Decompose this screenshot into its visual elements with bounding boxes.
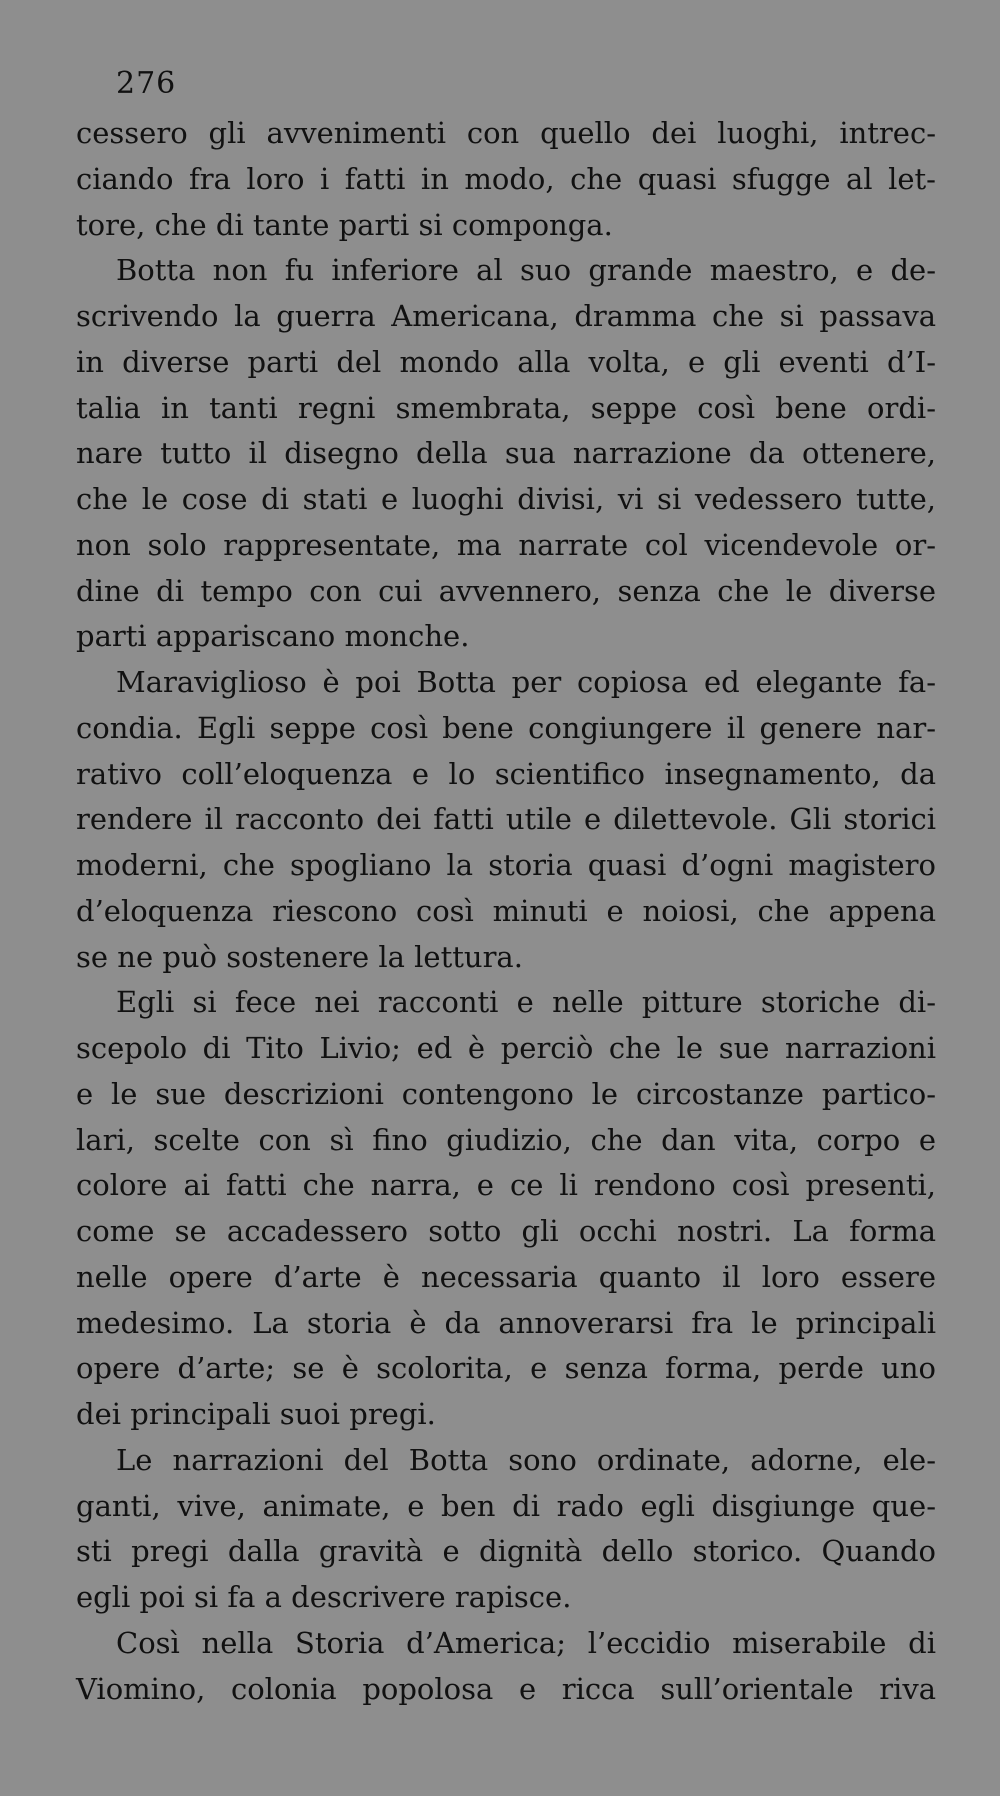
text-line: e le sue descrizioni contengono le circostanze partico- [76,1076,936,1111]
paragraph-start-line: Maraviglioso è poi Botta per copiosa ed elegante fa- [116,665,936,699]
paragraph-start-line: Botta non fu inferiore al suo grande maestro, e de- [116,253,936,288]
text-line: ganti, vive, animate, e ben di rado egli disgiunge que- [76,1488,936,1523]
text-line: talia in tanti regni smembrata, seppe così bene ordi- [76,390,936,425]
text-line: dei principali suoi pregi. [76,1397,436,1431]
text-line: parti appariscano monche. [76,619,470,654]
text-line: come se accadessero sotto gli occhi nostri. La forma [76,1214,936,1248]
text-line: condia. Egli seppe così bene congiungere il genere nar- [76,710,936,745]
text-line: tore, che di tante parti si componga. [76,207,613,242]
text-line: moderni, che spogliano la storia quasi d’ogni magistero [76,848,936,882]
text-line: Viomino, colonia popolosa e ricca sull’orientale riva [76,1671,936,1706]
text-line: egli poi si fa a descrivere rapisce. [76,1580,572,1614]
text-line: sti pregi dalla gravità e dignità dello storico. Quando [76,1534,936,1569]
text-line: scepolo di Tito Livio; ed è perciò che le sue narrazioni [76,1031,936,1065]
text-line: opere d’arte; se è scolorita, e senza forma, perde uno [76,1351,936,1386]
page-number: 276 [116,66,177,101]
text-line: rativo coll’eloquenza e lo scientifico insegnamento, da [76,756,936,791]
text-line: non solo rappresentate, ma narrate col vicendevole or- [76,527,936,562]
text-line: nelle opere d’arte è necessaria quanto il loro essere [76,1259,936,1294]
paragraph-start-line: Così nella Storia d’America; l’eccidio miserabile di [116,1625,936,1660]
paragraph-start-line: Le narrazioni del Botta sono ordinate, adorne, ele- [116,1442,936,1477]
text-line: lari, scelte con sì fino giudizio, che dan vita, corpo e [76,1122,936,1157]
text-line: che le cose di stati e luoghi divisi, vi si vedessero tutte, [76,482,936,516]
paragraph-start-line: Egli si fece nei racconti e nelle pitture storiche di- [116,985,936,1020]
text-line: colore ai fatti che narra, e ce li rendono così presenti, [76,1168,936,1203]
text-line: rendere il racconto dei fatti utile e dilettevole. Gli storici [76,802,936,837]
text-line: ciando fra loro i fatti in modo, che quasi sfugge al let- [76,161,936,196]
text-line: medesimo. La storia è da annoverarsi fra le principali [76,1305,936,1340]
text-line: se ne può sostenere la lettura. [76,939,523,974]
text-line: in diverse parti del mondo alla volta, e gli eventi d’I- [76,344,936,379]
text-line: dine di tempo con cui avvennero, senza che le diverse [76,573,936,608]
text-line: scrivendo la guerra Americana, dramma che si passava [76,299,936,333]
text-line: cessero gli avvenimenti con quello dei luoghi, intrec- [76,116,936,150]
text-line: d’eloquenza riescono così minuti e noiosi, che appena [76,893,936,928]
text-line: nare tutto il disegno della sua narrazione da ottenere, [76,436,936,471]
body-text [76,111,936,1712]
